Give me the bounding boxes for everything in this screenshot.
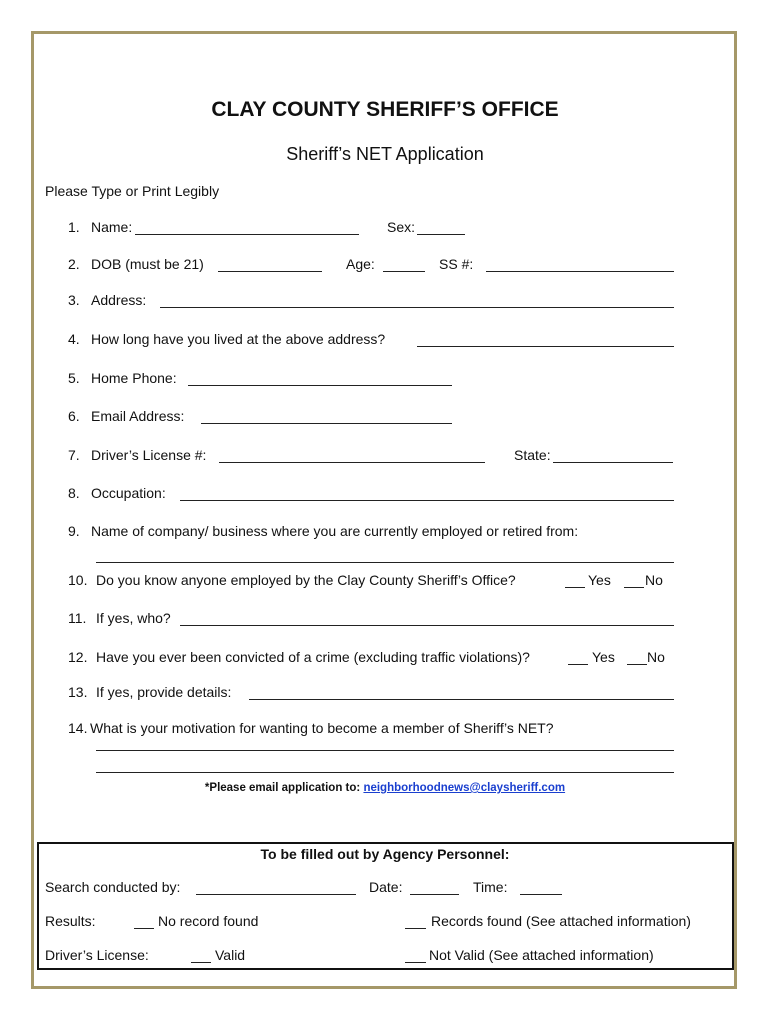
results-label: Results:: [45, 913, 96, 929]
no-record-label: No record found: [158, 913, 259, 929]
email-note-prefix: *Please email application to:: [204, 782, 361, 794]
state-field[interactable]: [553, 462, 673, 463]
instruction-text: Please Type or Print Legibly: [45, 183, 220, 199]
motivation-field-line-1[interactable]: [96, 750, 674, 751]
q1-name-label: Name:: [91, 219, 133, 235]
q5-number: 5.: [68, 370, 80, 386]
dl-status-label: Driver’s License:: [45, 947, 149, 963]
search-conducted-field[interactable]: [196, 894, 356, 895]
q6-number: 6.: [68, 408, 80, 424]
q4-number: 4.: [68, 331, 80, 347]
email-link[interactable]: neighborhoodnews@claysheriff.com: [363, 782, 566, 794]
email-note: [0, 782, 770, 794]
sex-field[interactable]: [417, 234, 465, 235]
valid-label: Valid: [215, 947, 246, 963]
q1-number: 1.: [68, 219, 80, 235]
q10-number: 10.: [68, 572, 88, 588]
q2-number: 2.: [68, 256, 80, 272]
q14-number: 14.: [68, 720, 88, 736]
not-valid-label: Not Valid (See attached information): [429, 947, 654, 963]
employer-field[interactable]: [96, 562, 674, 563]
page-title: CLAY COUNTY SHERIFF’S OFFICE: [211, 98, 559, 121]
q7-number: 7.: [68, 447, 80, 463]
q10-yes-checkbox[interactable]: [565, 587, 585, 588]
no-record-checkbox[interactable]: [134, 928, 154, 929]
date-field[interactable]: [410, 894, 459, 895]
search-conducted-label: Search conducted by:: [45, 879, 181, 895]
q7-state-label: State:: [514, 447, 551, 463]
records-found-checkbox[interactable]: [405, 928, 426, 929]
address-field[interactable]: [160, 307, 674, 308]
q13-number: 13.: [68, 684, 88, 700]
q6-label: Email Address:: [91, 408, 185, 424]
not-valid-checkbox[interactable]: [405, 962, 426, 963]
q10-no-checkbox[interactable]: [624, 587, 644, 588]
date-label: Date:: [369, 879, 403, 895]
q12-no-label: No: [647, 649, 665, 665]
q8-number: 8.: [68, 485, 80, 501]
q4-label: How long have you lived at the above address?: [91, 331, 386, 347]
q2-ss-label: SS #:: [439, 256, 474, 272]
q7-label: Driver’s License #:: [91, 447, 207, 463]
name-field[interactable]: [135, 234, 359, 235]
time-field[interactable]: [520, 894, 562, 895]
years-at-address-field[interactable]: [417, 346, 674, 347]
records-found-label: Records found (See attached information): [431, 913, 691, 929]
q10-no-label: No: [645, 572, 663, 588]
q9-number: 9.: [68, 523, 80, 539]
q12-yes-label: Yes: [592, 649, 615, 665]
home-phone-field[interactable]: [188, 385, 452, 386]
q3-address-label: Address:: [91, 292, 147, 308]
q12-yes-checkbox[interactable]: [568, 664, 588, 665]
q11-label: If yes, who?: [96, 610, 171, 626]
age-field[interactable]: [383, 271, 425, 272]
q12-number: 12.: [68, 649, 88, 665]
q14-label: What is your motivation for wanting to become a member of Sheriff’s NET?: [90, 720, 554, 736]
q12-label: Have you ever been convicted of a crime (excluding traffic violations)?: [96, 649, 530, 665]
q10-yes-label: Yes: [588, 572, 611, 588]
q2-dob-label: DOB (must be 21): [91, 256, 204, 272]
motivation-field-line-2[interactable]: [96, 772, 674, 773]
q13-label: If yes, provide details:: [96, 684, 232, 700]
time-label: Time:: [473, 879, 508, 895]
q2-age-label: Age:: [346, 256, 375, 272]
q11-number: 11.: [68, 610, 87, 626]
q10-label: Do you know anyone employed by the Clay County Sheriff’s Office?: [96, 572, 516, 588]
q12-no-checkbox[interactable]: [627, 664, 647, 665]
page-subtitle: Sheriff’s NET Application: [286, 144, 484, 164]
dob-field[interactable]: [218, 271, 322, 272]
drivers-license-field[interactable]: [219, 462, 485, 463]
details-field[interactable]: [249, 699, 674, 700]
who-field[interactable]: [180, 625, 674, 626]
q8-label: Occupation:: [91, 485, 166, 501]
agency-heading: To be filled out by Agency Personnel:: [260, 846, 510, 862]
q1-sex-label: Sex:: [387, 219, 416, 235]
occupation-field[interactable]: [180, 500, 674, 501]
ss-field[interactable]: [486, 271, 674, 272]
q5-label: Home Phone:: [91, 370, 177, 386]
q3-number: 3.: [68, 292, 80, 308]
valid-checkbox[interactable]: [191, 962, 211, 963]
q9-label: Name of company/ business where you are currently employed or retired from:: [91, 523, 579, 539]
email-field[interactable]: [201, 423, 452, 424]
